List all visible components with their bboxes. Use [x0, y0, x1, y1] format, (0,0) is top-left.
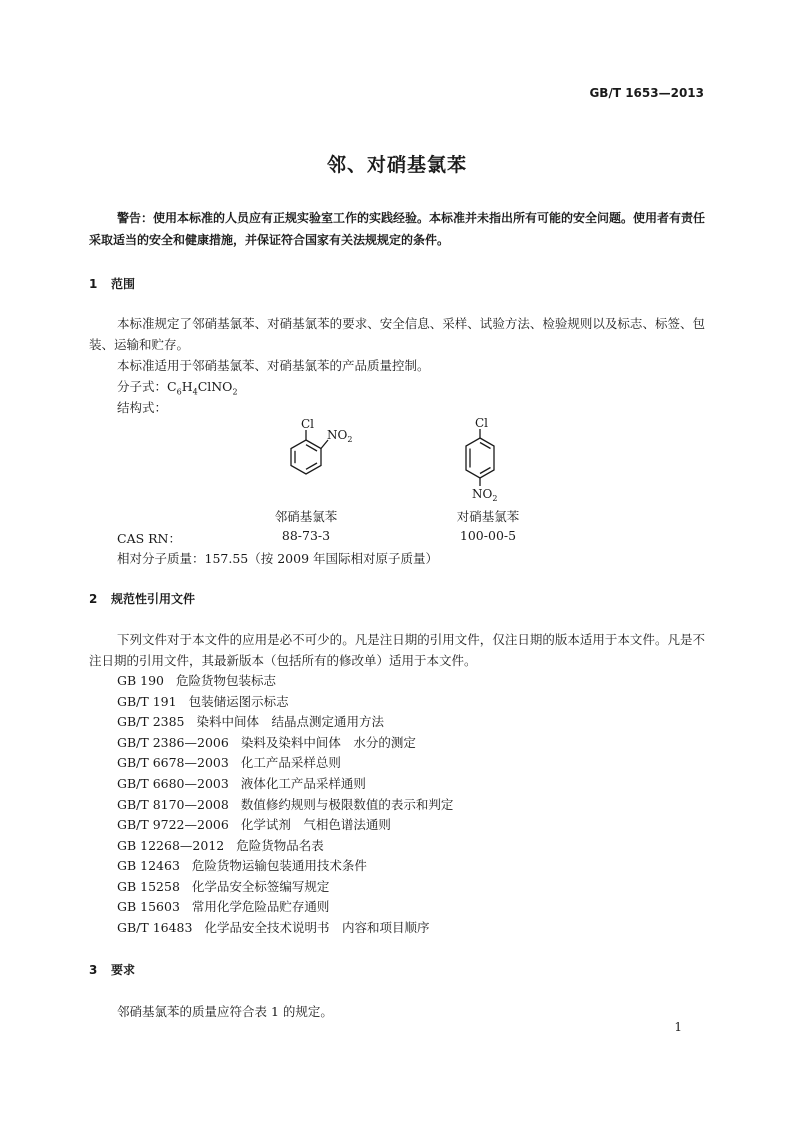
mol1-cl-label: Cl — [301, 417, 315, 431]
reference-title: 危险货物品名表 — [236, 838, 324, 853]
mol1-no-label: NO — [327, 428, 348, 442]
formula-c: C — [167, 379, 177, 394]
formula-rest-sub: 2 — [232, 387, 238, 397]
page-number: 1 — [674, 1020, 682, 1034]
mol2-cl-label: Cl — [475, 416, 489, 430]
reference-item — [117, 856, 367, 874]
reference-item — [117, 753, 341, 771]
structure-label: 结构式： — [117, 400, 168, 415]
section-title: 范围 — [111, 277, 136, 291]
section-title: 要求 — [111, 963, 136, 977]
formula-prefix: 分子式： — [117, 379, 168, 394]
warning-paragraph: 警告：使用本标准的人员应有正规实验室工作的实践经验。本标准并未指出所有可能的安全问题。使用者有责任采取适当的安全和健康措施，并保证符合国家有关法规规定的条件。 — [89, 211, 706, 247]
reference-code: GB 15258 — [117, 879, 180, 894]
reference-title: 危险货物运输包装通用技术条件 — [191, 858, 367, 873]
standard-number: GB/T 1653—2013 — [589, 86, 704, 100]
reference-code: GB/T 6678—2003 — [117, 755, 229, 770]
reference-title: 化学试剂 气相色谱法通则 — [240, 817, 391, 832]
reference-item — [117, 733, 416, 751]
reference-item — [117, 692, 289, 710]
ortho-nitrochlorobenzene-structure — [280, 412, 370, 502]
reference-code: GB 12268—2012 — [117, 838, 225, 853]
reference-title: 常用化学危险品贮存通则 — [191, 899, 330, 914]
molecular-weight: 相对分子质量：157.55（按 2009 年国际相对原子质量） — [117, 551, 438, 566]
reference-title: 染料及染料中间体 水分的测定 — [240, 735, 416, 750]
reference-item — [117, 795, 453, 813]
reference-item — [117, 712, 384, 730]
reference-code: GB/T 16483 — [117, 920, 193, 935]
section-1-heading — [89, 275, 135, 292]
mol2-no-sub: 2 — [492, 494, 498, 503]
formula-h-sub: 4 — [192, 387, 198, 397]
reference-code: GB 12463 — [117, 858, 180, 873]
scope-paragraph-2: 本标准适用于邻硝基氯苯、对硝基氯苯的产品质量控制。 — [117, 358, 430, 373]
reference-code: GB/T 2385 — [117, 714, 185, 729]
formula-c-sub: 6 — [176, 387, 182, 397]
reference-item — [117, 836, 324, 854]
reference-title: 化学品安全标签编写规定 — [191, 879, 330, 894]
molecule-1-cas: 88-73-3 — [281, 528, 331, 543]
reference-title: 染料中间体 结晶点测定通用方法 — [196, 714, 385, 729]
reference-item — [117, 671, 276, 689]
section-2-heading — [89, 590, 195, 607]
reference-title: 包装储运图示标志 — [188, 694, 289, 709]
formula-h: H — [181, 379, 193, 394]
reference-code: GB/T 191 — [117, 694, 177, 709]
reference-title: 危险货物包装标志 — [176, 673, 277, 688]
reference-title: 化工产品采样总则 — [240, 755, 341, 770]
formula-rest: ClNO — [197, 379, 233, 394]
section-number: 3 — [89, 963, 98, 977]
reference-item — [117, 877, 329, 895]
reference-title: 液体化工产品采样通则 — [240, 776, 366, 791]
reference-item — [117, 774, 366, 792]
section-title: 规范性引用文件 — [111, 592, 196, 606]
reference-code: GB/T 9722—2006 — [117, 817, 229, 832]
reference-code: GB/T 8170—2008 — [117, 797, 229, 812]
reference-item — [117, 918, 429, 936]
molecule-1-name: 邻硝基氯苯 — [274, 509, 338, 524]
svg-text:NO2 — [472, 487, 497, 503]
molecule-2-name: 对硝基氯苯 — [456, 509, 520, 524]
reference-code: GB 15603 — [117, 899, 180, 914]
svg-text:NO2 — [327, 428, 352, 444]
reference-code: GB/T 6680—2003 — [117, 776, 229, 791]
section-number: 2 — [89, 592, 98, 606]
para-nitrochlorobenzene-structure — [450, 412, 540, 504]
reference-item — [117, 815, 391, 833]
document-title: 邻、对硝基氯苯 — [326, 154, 467, 176]
reference-item — [117, 897, 329, 915]
reference-code: GB 190 — [117, 673, 165, 688]
mol1-no-sub: 2 — [347, 435, 353, 444]
molecule-2-cas: 100-00-5 — [459, 528, 517, 543]
mol2-no-label: NO — [472, 487, 493, 501]
section-number: 1 — [89, 277, 98, 291]
section-3-heading — [89, 961, 135, 978]
reference-title: 数值修约规则与极限数值的表示和判定 — [240, 797, 454, 812]
scope-paragraph-1: 本标准规定了邻硝基氯苯、对硝基氯苯的要求、安全信息、采样、试验方法、检验规则以及标志、标签、包装、运输和贮存。 — [89, 316, 705, 352]
references-intro: 下列文件对于本文件的应用是必不可少的。凡是注日期的引用文件，仅注日期的版本适用于本文件。凡是不注日期的引用文件，其最新版本（包括所有的修改单）适用于本文件。 — [89, 632, 705, 668]
requirements-paragraph: 邻硝基氯苯的质量应符合表 1 的规定。 — [117, 1004, 333, 1019]
reference-code: GB/T 2386—2006 — [117, 735, 229, 750]
cas-label: CAS RN： — [117, 531, 181, 546]
reference-title: 化学品安全技术说明书 内容和项目顺序 — [204, 920, 430, 935]
